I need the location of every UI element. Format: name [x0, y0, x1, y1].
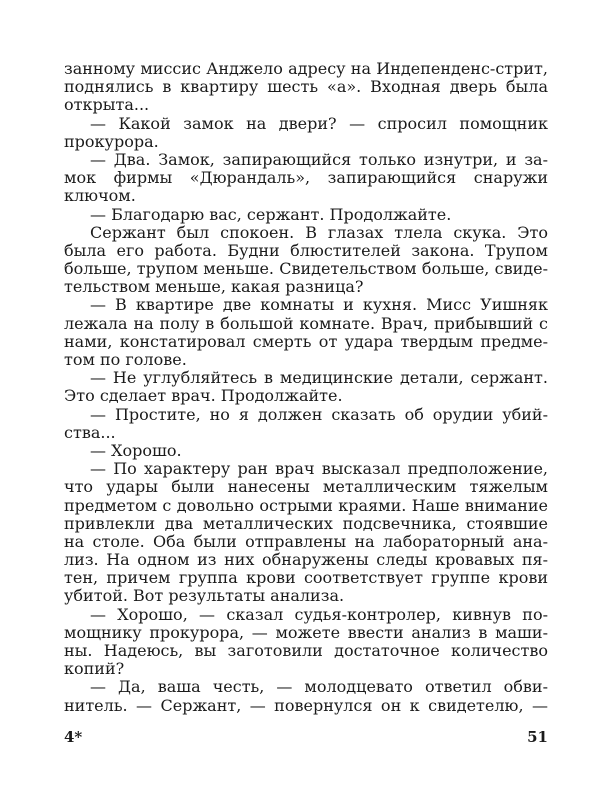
text-line: — По характеру ран врач высказал предположение,	[90, 459, 548, 479]
printer-signature-mark: 4*	[64, 728, 83, 746]
text-line: — Благодарю вас, сержант. Продолжайте.	[90, 204, 452, 224]
text-line: — Два. Замок, запирающийся только изнутри, и за-	[90, 149, 548, 169]
text-line: Это сделает врач. Продолжайте.	[64, 386, 343, 406]
page-number: 51	[527, 728, 548, 746]
text-line: предметом с довольно острыми краями. Наше внимание	[64, 495, 548, 515]
text-line: Сержант был спокоен. В глазах тлела скука. Это	[90, 222, 548, 242]
text-line: — Какой замок на двери? — спросил помощник	[90, 113, 548, 133]
text-line: копий?	[64, 659, 125, 679]
page-text-block	[64, 60, 548, 715]
text-line: что удары были нанесены металлическим тяжелым	[64, 477, 548, 497]
text-line: прокурора.	[64, 131, 159, 151]
text-line: была его работа. Будни блюстителей закона. Трупом	[64, 240, 548, 260]
text-line: мок фирмы «Дюрандаль», запирающийся снаружи	[64, 168, 548, 188]
text-line: занному миссис Анджело адресу на Индепенденс-стрит,	[64, 59, 548, 78]
text-line: тельством меньше, какая разница?	[64, 277, 364, 297]
text-line: привлекли два металлических подсвечника, стоявшие	[64, 513, 548, 533]
text-line: — Да, ваша честь, — молодцевато ответил обви-	[90, 677, 548, 697]
text-line: — В квартире две комнаты и кухня. Мисс Уишняк	[90, 295, 548, 315]
text-line: ства...	[64, 422, 116, 442]
text-line: — Хорошо.	[90, 440, 182, 460]
text-line: том по голове.	[64, 350, 187, 369]
text-line: убитой. Вот результаты анализа.	[64, 586, 345, 606]
text-line: ны. Надеюсь, вы заготовили достаточное количество	[64, 641, 548, 660]
text-line: мощнику прокурора, — можете ввести анализ в маши-	[64, 622, 548, 642]
text-line: нами, констатировал смерть от удара твердым предме-	[64, 331, 548, 351]
text-line: — Не углубляйтесь в медицинские детали, сержант.	[90, 368, 548, 388]
text-line: на столе. Оба были отправлены на лабораторный ана-	[64, 531, 548, 551]
text-line: нитель. — Сержант, — повернулся он к свидетелю, —	[64, 695, 548, 715]
text-line: тен, причем группа крови соответствует группе крови	[64, 568, 548, 588]
page-footer	[64, 728, 548, 746]
text-line: — Простите, но я должен сказать об орудии убий-	[90, 404, 548, 424]
text-line: больше, трупом меньше. Свидетельством больше, свиде-	[64, 259, 548, 279]
text-line: лежала на полу в большой комнате. Врач, прибывший с	[64, 313, 548, 333]
text-line: лиз. На одном из них обнаружены следы кровавых пя-	[64, 550, 548, 570]
text-line: — Хорошо, — сказал судья-контролер, кивнув по-	[90, 604, 548, 624]
text-line: ключом.	[64, 186, 136, 206]
text-lines	[64, 60, 548, 715]
text-line: открыта...	[64, 95, 150, 115]
text-line: поднялись в квартиру шесть «а». Входная дверь была	[64, 77, 548, 97]
